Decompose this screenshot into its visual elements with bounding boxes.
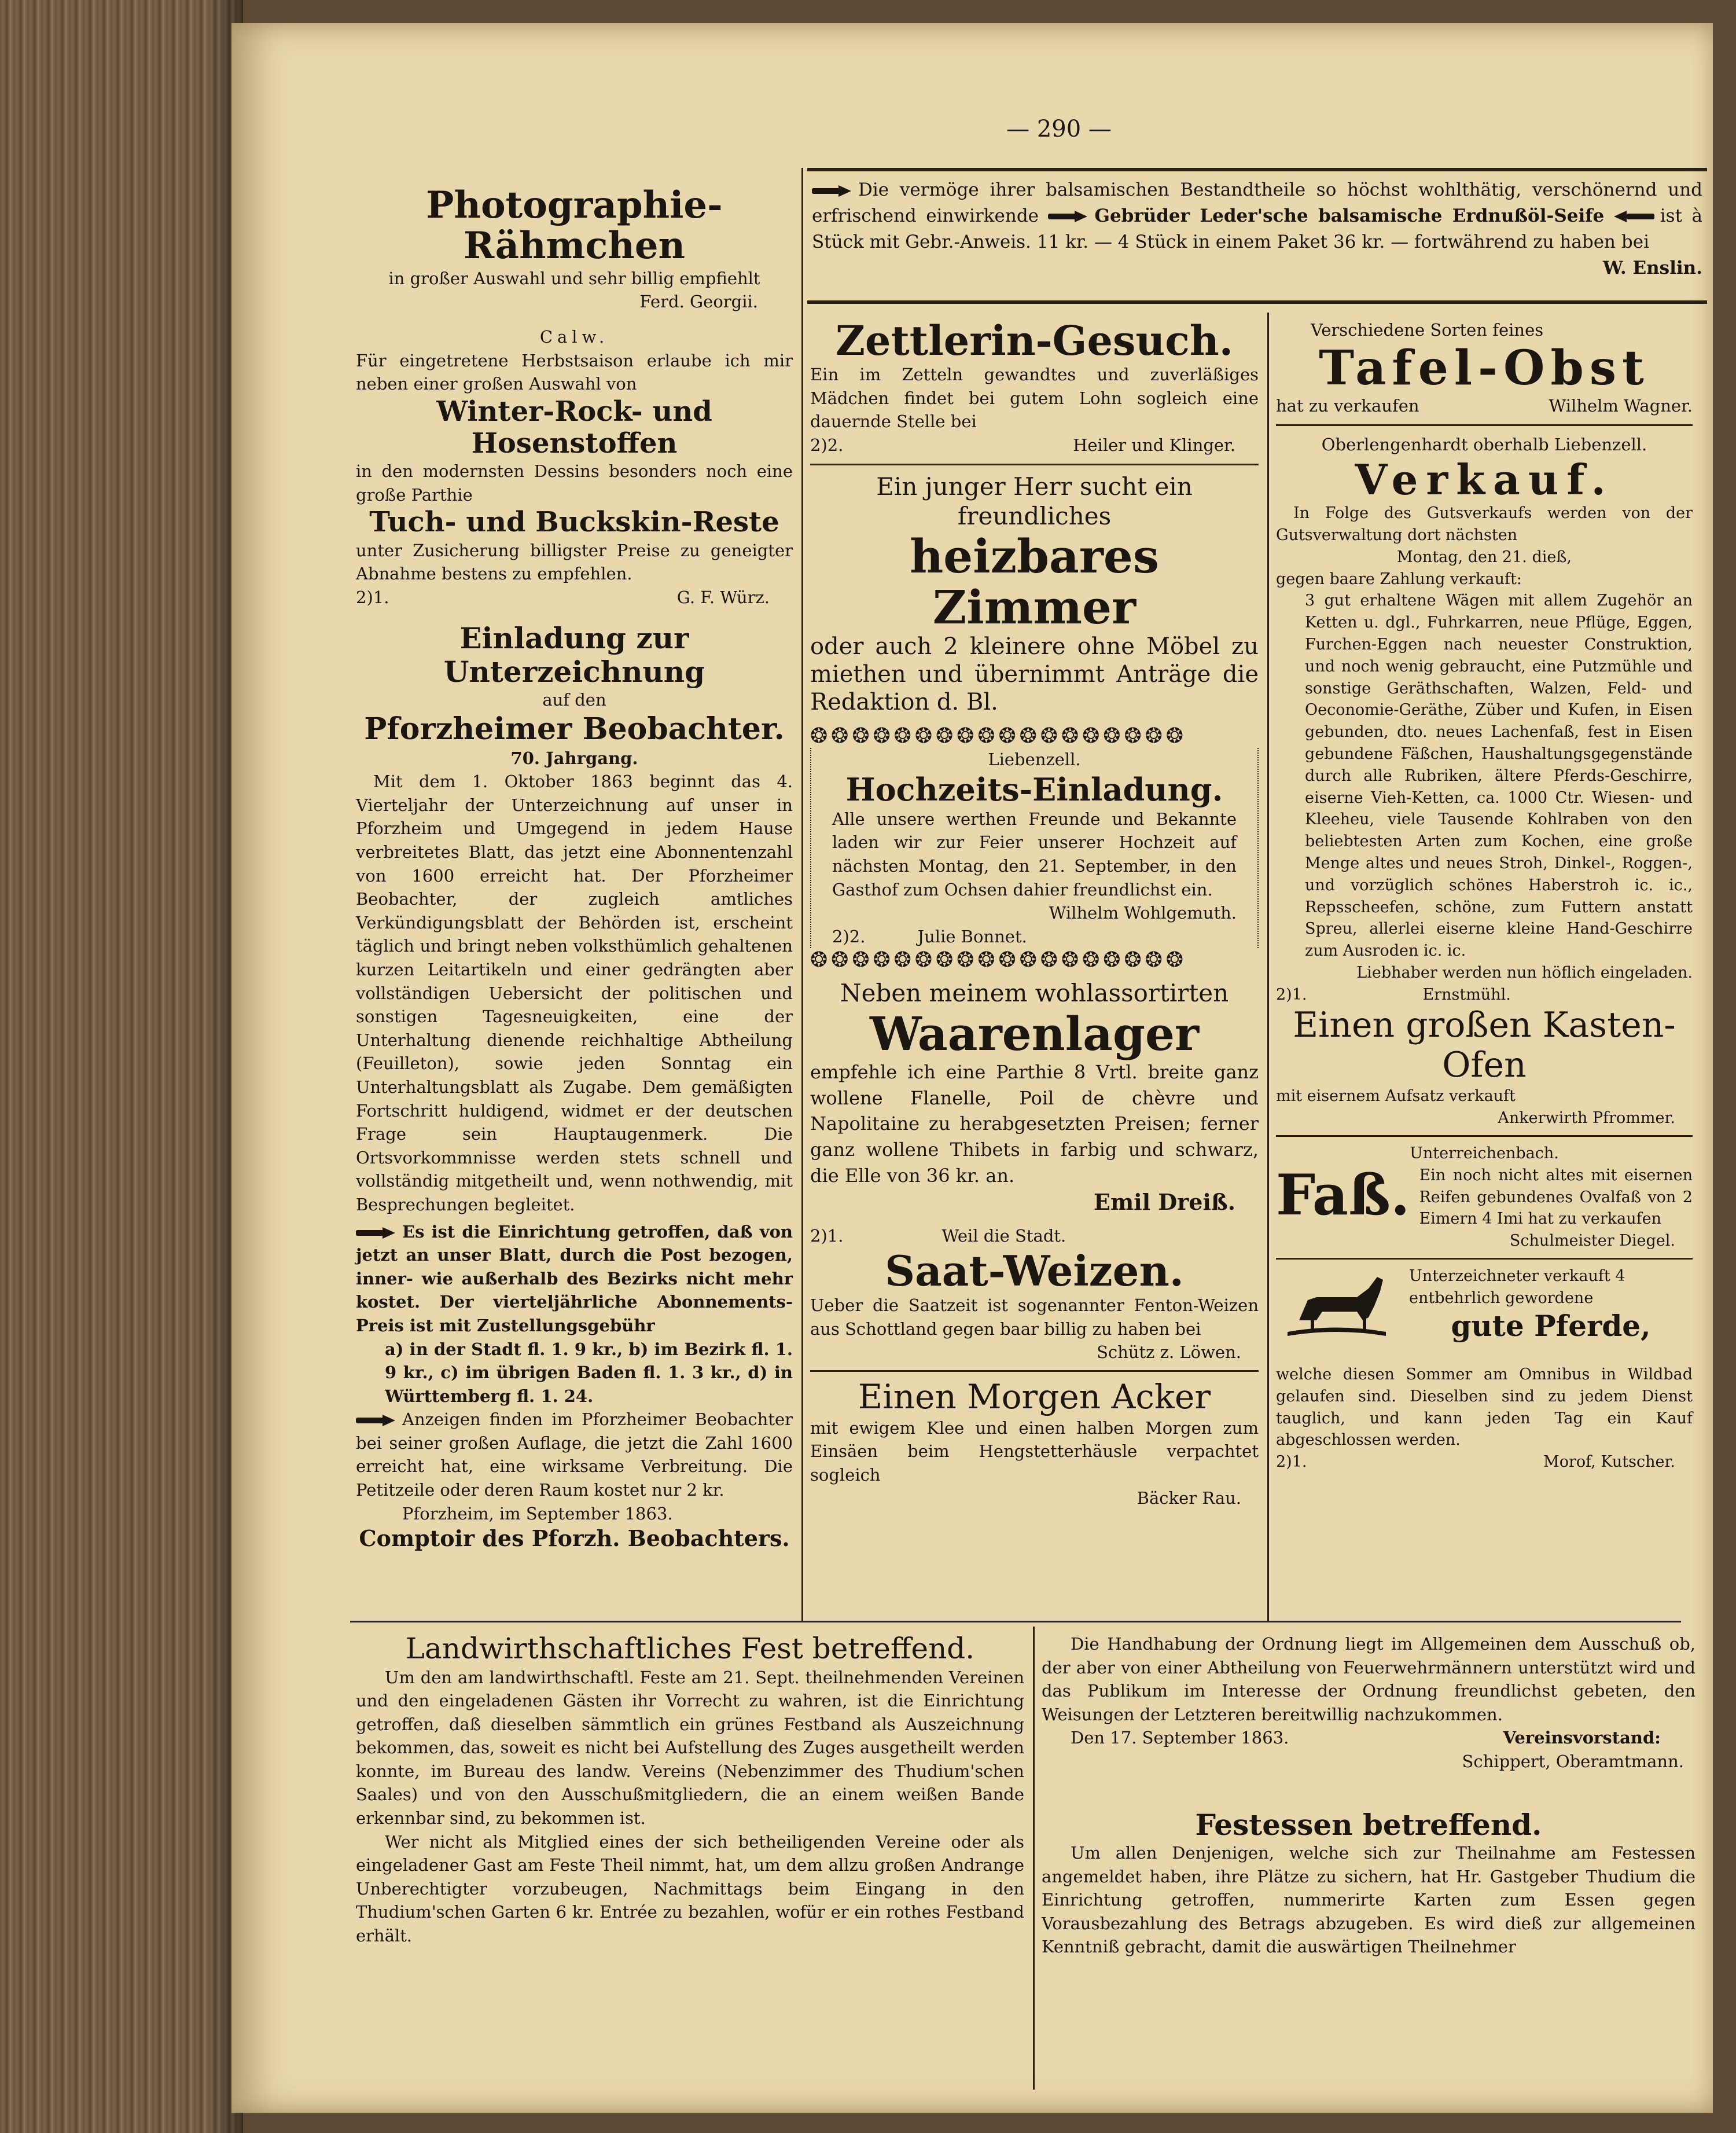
verkauf-number: 2)1. bbox=[1276, 985, 1307, 1004]
unterreichenbach-heading: Unterreichenbach. bbox=[1410, 1144, 1559, 1163]
photo-ad-line: in großer Auswahl und sehr billig empfiehlt bbox=[388, 268, 760, 288]
ordnung-date: Den 17. September 1863. bbox=[1071, 1728, 1289, 1748]
vereinsvorstand-label: Vereinsvorstand: bbox=[1503, 1728, 1661, 1748]
verkauf-date: Montag, den 21. dieß, bbox=[1397, 548, 1572, 566]
pointing-hand-icon bbox=[812, 183, 852, 199]
seife-text-1: Die vermöge ihrer balsamischen Bestandtheile so höchst wohlthätig, verschönernd und erfrischend einwirkende bbox=[812, 179, 1702, 226]
photo-ad-signature: Ferd. Georgii. bbox=[639, 292, 758, 312]
rule bbox=[810, 464, 1259, 465]
saat-number: 2)1. bbox=[810, 1226, 844, 1246]
zettlerin-title: Zettlerin-Gesuch. bbox=[835, 317, 1234, 365]
saat-place: Weil die Stadt. bbox=[941, 1226, 1066, 1246]
newspaper-page bbox=[231, 23, 1713, 2113]
ordnung-text: Die Handhabung der Ordnung liegt im Allgemeinen dem Ausschuß ob, der aber von einer Abtheilung von Feuerwehrmännern unterstützt wird und das Publikum im Interesse der Ordnung freundlichst gebeten, den Weisungen der Letzteren bereitwillig nachzukommen. bbox=[1042, 1634, 1695, 1724]
kasten-ofen-text: mit eisernem Aufsatz verkauft bbox=[1276, 1087, 1516, 1106]
landwirth-fest-title: Landwirthschaftliches Fest betreffend. bbox=[405, 1632, 975, 1665]
pointing-hand-icon bbox=[1614, 209, 1654, 224]
auf-den-text: auf den bbox=[542, 690, 606, 710]
beobachter-body-2 bbox=[356, 1220, 793, 1338]
fass-title: Faß. bbox=[1276, 1162, 1410, 1228]
page-number: — 290 — bbox=[1006, 116, 1112, 142]
column-rule-1 bbox=[801, 168, 803, 1621]
section-rule bbox=[350, 1621, 1681, 1622]
pferde-text: welche diesen Sommer am Omnibus in Wildbad gelaufen sind. Dieselben sind zu jedem Dienst tauglich, und kann jeden Tag ein Kauf abgeschlossen werden. bbox=[1276, 1365, 1693, 1449]
einladung-heading: Einladung zur Unterzeichnung bbox=[443, 621, 705, 689]
rule bbox=[1276, 424, 1693, 426]
festessen-title: Festessen betreffend. bbox=[1195, 1807, 1542, 1842]
pforzheimer-beobachter-title: Pforzheimer Beobachter. bbox=[364, 711, 785, 747]
tafel-obst-text: hat zu verkaufen bbox=[1276, 395, 1419, 416]
hochzeit-box bbox=[810, 748, 1259, 948]
tuch-number: 2)1. bbox=[356, 587, 389, 607]
pointing-hand-icon bbox=[1048, 209, 1088, 224]
tuch-text: unter Zusicherung billigster Preise zu geneigter Abnahme bestens zu empfehlen. bbox=[356, 540, 793, 584]
bottom-right-section bbox=[1042, 1632, 1695, 1959]
ernstmuehl-place: Ernstmühl. bbox=[1422, 985, 1511, 1004]
tuch-signature: G. F. Würz. bbox=[676, 587, 770, 607]
dessins-text: in den modernsten Dessins besonders noch eine große Parthie bbox=[356, 461, 793, 505]
saat-signature: Schütz z. Löwen. bbox=[1097, 1342, 1241, 1363]
zimmer-text: oder auch 2 kleinere ohne Möbel zu miethen und übernimmt Anträge die Redaktion d. Bl. bbox=[810, 633, 1259, 716]
zettlerin-signature: Heiler und Klinger. bbox=[1073, 435, 1235, 455]
liebenzell-heading: Liebenzell. bbox=[988, 750, 1081, 770]
rule bbox=[810, 1370, 1259, 1372]
obst-intro: Verschiedene Sorten feines bbox=[1311, 320, 1544, 340]
zimmer-title: heizbares Zimmer bbox=[910, 529, 1159, 635]
beobachter-body-3 bbox=[356, 1408, 793, 1501]
festessen-text: Um allen Denjenigen, welche sich zur Theilnahme am Festessen angemeldet haben, ihre Plätze zu sichern, hat Hr. Gastgeber Thudium die Einrichtung getroffen, nummerirte Karten zum Essen gegen Vorausbezahlung des Betrags abzugeben. Es wird dieß zur allgemeinen Kenntniß gebracht, damit die auswärtigen Theilnehmer bbox=[1042, 1843, 1695, 1957]
book-page-edges bbox=[0, 0, 243, 2133]
tafel-obst-signature: Wilhelm Wagner. bbox=[1549, 395, 1693, 416]
seife-brand: Gebrüder Leder'sche balsamische Erdnußöl-Seife bbox=[1094, 205, 1605, 226]
zettlerin-text: Ein im Zetteln gewandtes und zuverläßiges Mädchen findet bei gutem Lohn sogleich eine dauernde Stelle bei bbox=[810, 365, 1259, 432]
fass-text: Ein noch nicht altes mit eisernen Reifen gebundenes Ovalfaß von 2 Eimern 4 Imi hat zu verkaufen bbox=[1419, 1166, 1693, 1228]
tuch-heading: Tuch- und Buckskin-Reste bbox=[369, 506, 779, 539]
column-3 bbox=[1276, 318, 1693, 1473]
pointing-hand-icon bbox=[356, 1225, 396, 1240]
waarenlager-signature: Emil Dreiß. bbox=[1094, 1188, 1235, 1215]
hochzeit-title: Hochzeits-Einladung. bbox=[845, 770, 1223, 808]
rule bbox=[1276, 1135, 1693, 1137]
photo-ad-title: Photographie-Rähmchen bbox=[426, 183, 723, 268]
pferde-number: 2)1. bbox=[1276, 1453, 1307, 1471]
bottom-left-section bbox=[356, 1632, 1024, 1948]
pferde-signature: Morof, Kutscher. bbox=[1543, 1453, 1675, 1471]
column-2 bbox=[810, 318, 1259, 1510]
vorstand-signature: Schippert, Oberamtmann. bbox=[1462, 1751, 1684, 1771]
beobachter-body-1: Mit dem 1. Oktober 1863 beginnt das 4. Vierteljahr der Unterzeichnung auf unser in Pforzheim und Umgegend in jedem Hause verbreitetes Blatt, das jetzt eine Abonnentenzahl von 1600 erreicht hat. Der Pforzheimer Beobachter, der zugleich amtliches Verkündigungsblatt der Behörden ist, erscheint täglich und bringt neben volksthümlich gehaltenen kurzen Leitartikeln und einer gedrängten aber vollständigen Uebersicht der politischen und sonstigen Tagesneuigkeiten, eine der Unterhaltung dienende reichhaltige Abtheilung (Feuilleton), sowie jeden Sonntag ein Unterhaltungsblatt als Zugabe. Dem gemäßigten Fortschritt huldigend, widmet er der deutschen Frage sein Hauptaugenmerk. Die Ortsvorkommnisse werden stets schnell und vollständig mitgetheilt und, wenn nothwendig, mit Besprechungen begleitet. bbox=[356, 772, 793, 1214]
seife-signature: W. Enslin. bbox=[1602, 257, 1702, 278]
hochzeit-signature-1: Wilhelm Wohlgemuth. bbox=[1049, 903, 1237, 923]
calw-heading: Calw. bbox=[539, 326, 609, 347]
seife-ad-box bbox=[807, 168, 1707, 304]
pointing-hand-icon bbox=[356, 1413, 396, 1428]
ornament-border-bottom: ❂❂❂❂❂❂❂❂❂❂❂❂❂❂❂❂❂❂ bbox=[810, 948, 1187, 972]
verkauf-text: In Folge des Gutsverkaufs werden von der Gutsverwaltung dort nächsten bbox=[1276, 504, 1693, 544]
beobachter-body-3-text: Anzeigen finden im Pforzheimer Beobachter bei seiner großen Auflage, die jetzt die Zahl 1600 erreicht hat, eine wirksame Verbreitung. Die Petitzeile oder deren Raum kostet nur 2 kr. bbox=[356, 1409, 793, 1500]
acker-signature: Bäcker Rau. bbox=[1137, 1488, 1241, 1508]
winter-stoffe-heading: Winter-Rock- und Hosenstoffen bbox=[436, 395, 712, 460]
verkauf-list: 3 gut erhaltene Wägen mit allem Zugehör an Ketten u. dgl., Fuhrkarren, neue Pflüge, Eggen, Furchen-Eggen nach neuester Construktion, und noch wenig gebraucht, eine Putzmühle und sonstige Geräthschaften, Walzen, Feld- und Oeconomie-Geräthe, Züber und Kufen, in Eisen gebunden, dto. neues Lachenfaß, fest in Eisen gebundene Fäßchen, Haushaltungsgegenstände durch alle Rubriken, ältere Pferds-Geschirre, eiserne Vieh-Ketten, ca. 1000 Ctr. Wiesen- und Kleeheu, viele Tausende Kohlraben von den beliebtesten Arten zum Kochen, eine große Menge altes und neues Stroh, Dinkel-, Roggen-, und vorzüglich schönes Haberstroh ic. ic., Repsscheefen, schöne, zum Futtern anstatt Spreu, allerlei eiserne kleine Hand-Geschirre zum Ausroden ic. ic. bbox=[1305, 592, 1693, 960]
rule bbox=[1276, 1258, 1693, 1260]
zimmer-intro: Ein junger Herr sucht ein freundliches bbox=[876, 472, 1193, 530]
verkauf-title: Verkauf. bbox=[1355, 454, 1614, 504]
price-list: a) in der Stadt fl. 1. 9 kr., b) im Bezirk fl. 1. 9 kr., c) im übrigen Baden fl. 1. 3 kr., d) in Württemberg fl. 1. 24. bbox=[385, 1339, 793, 1406]
bottom-column-rule bbox=[1033, 1627, 1035, 2090]
pferde-intro: Unterzeichneter verkauft 4 entbehrlich gewordene bbox=[1409, 1267, 1625, 1307]
hochzeit-signature-2: Julie Bonnet. bbox=[917, 926, 1027, 946]
waarenlager-title: Waarenlager bbox=[870, 1006, 1199, 1061]
zettlerin-number: 2)2. bbox=[810, 435, 844, 455]
tafel-obst-title: Tafel-Obst bbox=[1319, 340, 1650, 396]
seife-ad-text bbox=[812, 177, 1702, 278]
waarenlager-text: empfehle ich eine Parthie 8 Vrtl. breite ganz wollene Flanelle, Poil de chèvre und Napolitaine zu herabgesetzten Preisen; ferner ganz wollene Thibets in farbig und schwarz, die Elle von 36 kr. an. bbox=[810, 1060, 1259, 1187]
waarenlager-intro: Neben meinem wohlassortirten bbox=[840, 979, 1229, 1008]
calw-intro: Für eingetretene Herbstsaison erlaube ich mir neben einer großen Auswahl von bbox=[356, 350, 793, 394]
kasten-ofen-signature: Ankerwirth Pfrommer. bbox=[1498, 1109, 1675, 1128]
oberlengenhardt-heading: Oberlengenhardt oberhalb Liebenzell. bbox=[1321, 435, 1647, 455]
hochzeit-number: 2)2. bbox=[832, 926, 866, 946]
ornament-border-top: ❂❂❂❂❂❂❂❂❂❂❂❂❂❂❂❂❂❂ bbox=[810, 724, 1187, 748]
horse-icon bbox=[1276, 1265, 1397, 1352]
seife-text-2: ist à Stück mit Gebr.-Anweis. 11 kr. — 4 Stück in einem Paket 36 kr. — fortwährend zu haben bei bbox=[812, 205, 1702, 252]
verkauf-end: Liebhaber werden nun höflich eingeladen. bbox=[1356, 963, 1693, 982]
jahrgang-text: 70. Jahrgang. bbox=[510, 748, 638, 768]
saat-text: Ueber die Saatzeit ist sogenannter Fenton-Weizen aus Schottland gegen baar billig zu haben bei bbox=[810, 1295, 1259, 1339]
fass-signature: Schulmeister Diegel. bbox=[1509, 1232, 1675, 1250]
saat-weizen-title: Saat-Weizen. bbox=[885, 1246, 1184, 1295]
comptoir-signature: Comptoir des Pforzh. Beobachters. bbox=[359, 1525, 790, 1552]
place-date: Pforzheim, im September 1863. bbox=[402, 1503, 673, 1523]
hochzeit-text: Alle unsere werthen Freunde und Bekannte laden wir zur Feier unserer Hochzeit auf nächsten Montag, den 21. September, in den Gasthof zum Ochsen dahier freundlichst ein. bbox=[832, 809, 1237, 900]
acker-title: Einen Morgen Acker bbox=[858, 1376, 1211, 1416]
kasten-ofen-title: Einen großen Kasten-Ofen bbox=[1293, 1005, 1676, 1086]
landwirth-fest-p2: Wer nicht als Mitglied eines der sich betheiligenden Vereine oder als eingeladener Gast am Feste Theil nimmt, hat, um dem allzu großen Andrange Unberechtigter vorzubeugen, Nachmittags beim Eingang in den Thudium'schen Garten 6 kr. Entrée zu bezahlen, wofür er ein rothes Festband erhält. bbox=[356, 1831, 1024, 1946]
beobachter-body-2-text: Es ist die Einrichtung getroffen, daß von jetzt an unser Blatt, durch die Post bezogen, inner- wie außerhalb des Bezirks nicht mehr kostet. Der vierteljährliche Abonnements-Preis ist mit Zustellungsgebühr bbox=[356, 1221, 793, 1335]
verkauf-text-2: gegen baare Zahlung verkauft: bbox=[1276, 570, 1522, 588]
pferde-title: gute Pferde, bbox=[1451, 1308, 1651, 1343]
landwirth-fest-p1: Um den am landwirthschaftl. Feste am 21. Sept. theilnehmenden Vereinen und den eingeladenen Gästen ihr Vorrecht zu wahren, ist die Einrichtung getroffen, daß dieselben sämmtlich ein grünes Festband als Auszeichnung bekommen, das, soweit es nicht bei Aufstellung des Zuges ausgetheilt werden konnte, im Bureau des landw. Vereins (Nebenzimmer des Thudium'schen Saales) und von den Ausschußmitgliedern, die an einem weißen Bande erkennbar sind, zu bekommen ist. bbox=[356, 1667, 1024, 1829]
acker-text: mit ewigem Klee und einen halben Morgen zum Einsäen beim Hengstetterhäusle verpachtet sogleich bbox=[810, 1418, 1259, 1485]
column-rule-2 bbox=[1267, 313, 1269, 1621]
column-1 bbox=[356, 185, 793, 1552]
